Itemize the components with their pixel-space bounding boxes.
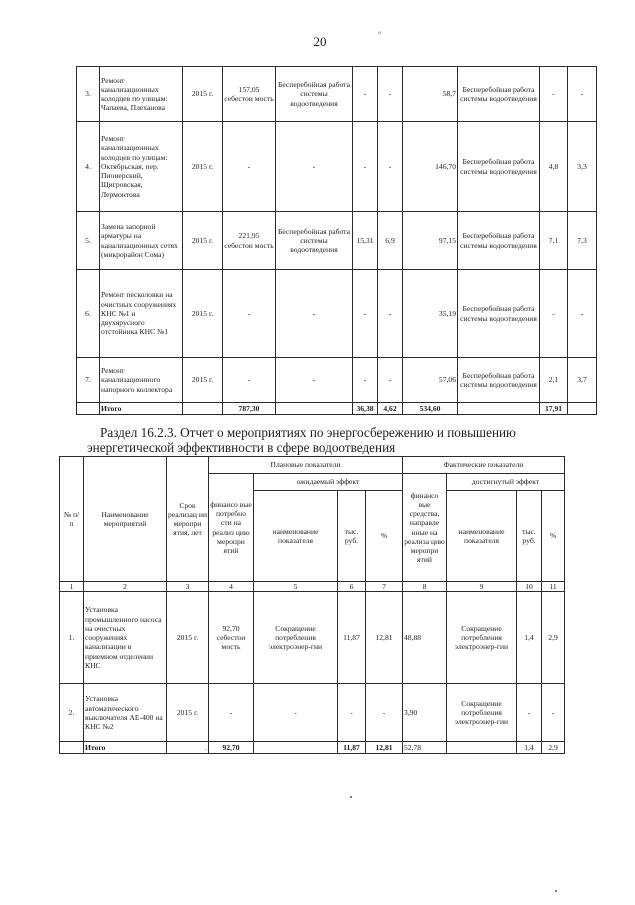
- plan-finance: 221,95 себестои мость: [223, 212, 276, 270]
- period: 2015 г.: [167, 684, 209, 742]
- plan-percent: -: [378, 358, 403, 403]
- section-title: [87, 425, 620, 455]
- total-plan-percent: 12,81: [366, 742, 403, 754]
- total-fact-finance: 52,78: [403, 742, 447, 754]
- plan-sum: 11,87: [338, 592, 366, 684]
- row-number: 2.: [60, 684, 84, 742]
- measure-name: Замена запорной арматуры на канализационных сетях (микрорайон Сома): [100, 212, 183, 270]
- plan-sum: 15,31: [353, 212, 378, 270]
- energy-saving-table: [59, 456, 565, 754]
- fact-sum: 4,8: [540, 122, 568, 212]
- header-plan-effect: ожидаемый эффект: [254, 474, 403, 491]
- header-fact-sum: тыс. руб.: [517, 491, 542, 582]
- total-label: Итого: [100, 403, 183, 415]
- plan-percent: -: [378, 122, 403, 212]
- period: 2015 г.: [183, 358, 223, 403]
- row-number: 5.: [77, 212, 100, 270]
- measure-name: Ремонт канализационного напорного коллектора: [100, 358, 183, 403]
- header-num: № п/ п: [60, 457, 84, 582]
- col-number: 11: [542, 582, 565, 592]
- fact-indicator: Бесперебойная работа системы водоотведения: [458, 270, 540, 358]
- plan-sum: -: [353, 270, 378, 358]
- row-number: 4.: [77, 122, 100, 212]
- total-row: [60, 742, 565, 754]
- table-row: [60, 684, 565, 742]
- table-row: [77, 358, 597, 403]
- fact-finance: 35,19: [403, 270, 458, 358]
- header-fact-indicator: наименование показателя: [447, 491, 517, 582]
- total-period: .: [167, 742, 209, 754]
- fact-sum: 7,1: [540, 212, 568, 270]
- total-fact-sum: 1,4: [517, 742, 542, 754]
- col-number: 4: [209, 582, 254, 592]
- plan-finance: -: [223, 122, 276, 212]
- fact-percent: -: [542, 684, 565, 742]
- fact-sum: -: [540, 270, 568, 358]
- total-plan-finance: 787,30: [223, 403, 276, 415]
- section-title-line1: Раздел 16.2.3. Отчет о мероприятиях по энергосбережению и повышению: [100, 425, 516, 440]
- header-fact-finance: финансо вые средства, направле нные на реализа цию меропри ятий: [403, 474, 447, 582]
- fact-indicator: Бесперебойная работа системы водоотведения: [458, 358, 540, 403]
- plan-percent: -: [378, 67, 403, 122]
- total-plan-percent: 4,62: [378, 403, 403, 415]
- header-period: Срок реализац ии меропри ятия, лет: [167, 457, 209, 582]
- fact-percent: -: [568, 67, 597, 122]
- period: 2015 г.: [167, 592, 209, 684]
- header-plan-indicator: наименование показателя: [254, 491, 338, 582]
- plan-sum: -: [338, 684, 366, 742]
- fact-finance: 58,7: [403, 67, 458, 122]
- fact-finance: 3,90: [403, 684, 447, 742]
- fact-sum: -: [517, 684, 542, 742]
- total-plan-finance: 92,70: [209, 742, 254, 754]
- header-plan-percent: %: [366, 491, 403, 582]
- total-fact-percent: 2,9: [542, 742, 565, 754]
- col-number: 8: [403, 582, 447, 592]
- header-plan-sum: тыс. руб.: [338, 491, 366, 582]
- table-row: [77, 212, 597, 270]
- repairs-table: [76, 66, 597, 415]
- col-number: 2: [84, 582, 167, 592]
- measure-name: Ремонт песколовки на очистных сооружениях КНС №1 и двухярусного отстойника КНС №1: [100, 270, 183, 358]
- fact-sum: 2,1: [540, 358, 568, 403]
- fact-percent: 3,7: [568, 358, 597, 403]
- fact-indicator: Бесперебойная работа системы водоотведения: [458, 212, 540, 270]
- plan-finance: -: [223, 270, 276, 358]
- plan-finance: -: [223, 358, 276, 403]
- col-number: 1: [60, 582, 84, 592]
- plan-indicator: -: [254, 684, 338, 742]
- header-plan-finance: финансо вые потребно сти на реализ цию меропри ятий: [209, 474, 254, 582]
- plan-finance: -: [209, 684, 254, 742]
- measure-name: Ремонт канализационных колодцев по улицам: Октябрьская, пер. Пионерский, Щигровская, Лермонтова: [100, 122, 183, 212]
- plan-sum: -: [353, 122, 378, 212]
- period: 2015 г.: [183, 212, 223, 270]
- header-fact-percent: %: [542, 491, 565, 582]
- plan-percent: -: [366, 684, 403, 742]
- column-numbers-row: [60, 582, 565, 592]
- col-number: 10: [517, 582, 542, 592]
- total-fact-sum: 17,91: [540, 403, 568, 415]
- header-fact-group: Фактические показатели: [403, 457, 565, 474]
- col-number: 6: [338, 582, 366, 592]
- plan-sum: -: [353, 67, 378, 122]
- plan-finance: 92,70 себестои мость: [209, 592, 254, 684]
- fact-indicator: Бесперебойная работа системы водоотведения: [458, 122, 540, 212]
- plan-indicator: Бесперебойная работа системы водоотведения: [276, 212, 353, 270]
- fact-finance: 146,70: [403, 122, 458, 212]
- fact-sum: 1,4: [517, 592, 542, 684]
- plan-indicator: Бесперебойная работа системы водоотведения: [276, 67, 353, 122]
- plan-indicator: -: [276, 358, 353, 403]
- col-number: 9: [447, 582, 517, 592]
- scan-speck: [555, 890, 557, 892]
- col-number: 5: [254, 582, 338, 592]
- fact-sum: -: [540, 67, 568, 122]
- page-number: 20: [313, 34, 327, 49]
- measure-name: Установка промышленного насоса на очистных сооружениях канализации в приемном отделении КНС: [84, 592, 167, 684]
- plan-indicator: -: [276, 122, 353, 212]
- fact-percent: -: [568, 270, 597, 358]
- section-title-line2: энергетической эффективности в сфере водоотведения: [87, 440, 396, 455]
- header-name: Наименование мероприятий: [84, 457, 167, 582]
- scan-speck: [350, 796, 352, 798]
- fact-percent: 7,3: [568, 212, 597, 270]
- col-number: 7: [366, 582, 403, 592]
- col-number: 3: [167, 582, 209, 592]
- row-number: 1.: [60, 592, 84, 684]
- period: 2015 г.: [183, 122, 223, 212]
- table-row: [60, 592, 565, 684]
- fact-indicator: Сокращение потребления электроэнер-гии: [447, 684, 517, 742]
- fact-percent: 3,3: [568, 122, 597, 212]
- row-number: 6.: [77, 270, 100, 358]
- table-row: [77, 122, 597, 212]
- plan-finance: 157,05 себестои мость: [223, 67, 276, 122]
- plan-sum: -: [353, 358, 378, 403]
- period: 2015 г.: [183, 67, 223, 122]
- fact-percent: 2,9: [542, 592, 565, 684]
- plan-indicator: -: [276, 270, 353, 358]
- plan-percent: 12,81: [366, 592, 403, 684]
- corner-mark: °: [378, 30, 382, 39]
- fact-indicator: Бесперебойная работа системы водоотведения: [458, 67, 540, 122]
- total-plan-sum: 11,87: [338, 742, 366, 754]
- plan-percent: 6,9: [378, 212, 403, 270]
- total-label: Итого: [84, 742, 167, 754]
- plan-indicator: Сокращение потребления электроэнер-гии: [254, 592, 338, 684]
- header-plan-group: Плановые показатели: [209, 457, 403, 474]
- measure-name: Ремонт канализационных колодцев по улицам: Чапаева, Плеханова: [100, 67, 183, 122]
- table-row: [77, 270, 597, 358]
- fact-indicator: Сокращение потребления электроэнер-гии: [447, 592, 517, 684]
- header-fact-effect: достигнутый эффект: [447, 474, 565, 491]
- fact-finance: 48,88: [403, 592, 447, 684]
- fact-finance: 97,15: [403, 212, 458, 270]
- header-row: [60, 457, 565, 474]
- row-number: 7.: [77, 358, 100, 403]
- row-number: 3.: [77, 67, 100, 122]
- period: 2015 г.: [183, 270, 223, 358]
- plan-percent: -: [378, 270, 403, 358]
- measure-name: Установка автоматического выключателя АЕ-400 на КНС №2: [84, 684, 167, 742]
- total-plan-sum: 36,38: [353, 403, 378, 415]
- fact-finance: 57,06: [403, 358, 458, 403]
- total-row: [77, 403, 597, 415]
- table-row: [77, 67, 597, 122]
- total-fact-finance: 534,60: [403, 403, 458, 415]
